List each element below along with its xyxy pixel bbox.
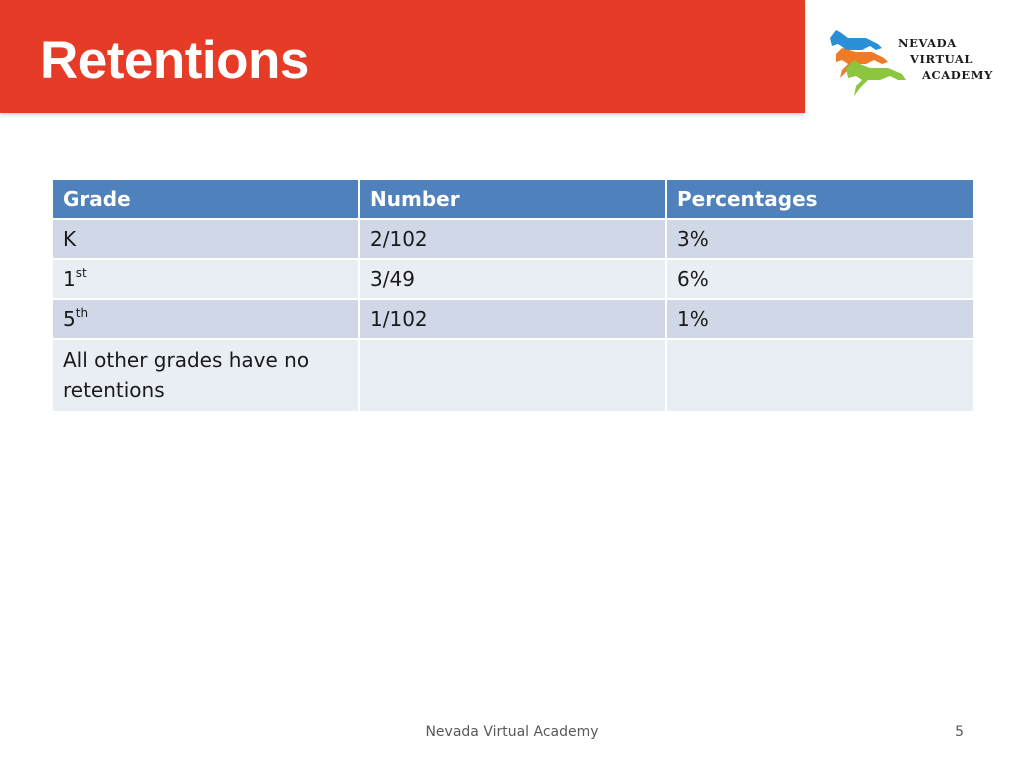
table-row <box>52 259 974 299</box>
table-row <box>52 299 974 339</box>
header-percentages: Percentages <box>666 179 974 219</box>
cell-number: 3/49 <box>359 259 666 299</box>
retentions-table <box>51 178 975 413</box>
header-grade: Grade <box>52 179 359 219</box>
cell-grade-note: All other grades have no retentions <box>52 339 359 412</box>
cell-grade: 5th <box>52 299 359 339</box>
slide-title: Retentions <box>40 31 309 90</box>
page-number: 5 <box>955 724 964 740</box>
cell-percentage <box>666 339 974 412</box>
nevada-virtual-academy-logo <box>826 24 1006 98</box>
cell-percentage: 1% <box>666 299 974 339</box>
cell-number: 1/102 <box>359 299 666 339</box>
cell-percentage: 3% <box>666 219 974 259</box>
cell-number: 2/102 <box>359 219 666 259</box>
cell-grade: 1st <box>52 259 359 299</box>
cell-number <box>359 339 666 412</box>
horses-icon <box>826 24 906 98</box>
title-bar <box>0 0 805 113</box>
table-row <box>52 219 974 259</box>
table-header-row <box>52 179 974 219</box>
cell-grade: K <box>52 219 359 259</box>
logo-wordmark: NEVADA VIRTUAL ACADEMY <box>898 36 993 82</box>
table-row <box>52 339 974 412</box>
cell-percentage: 6% <box>666 259 974 299</box>
header-number: Number <box>359 179 666 219</box>
footer-text: Nevada Virtual Academy <box>425 724 599 740</box>
